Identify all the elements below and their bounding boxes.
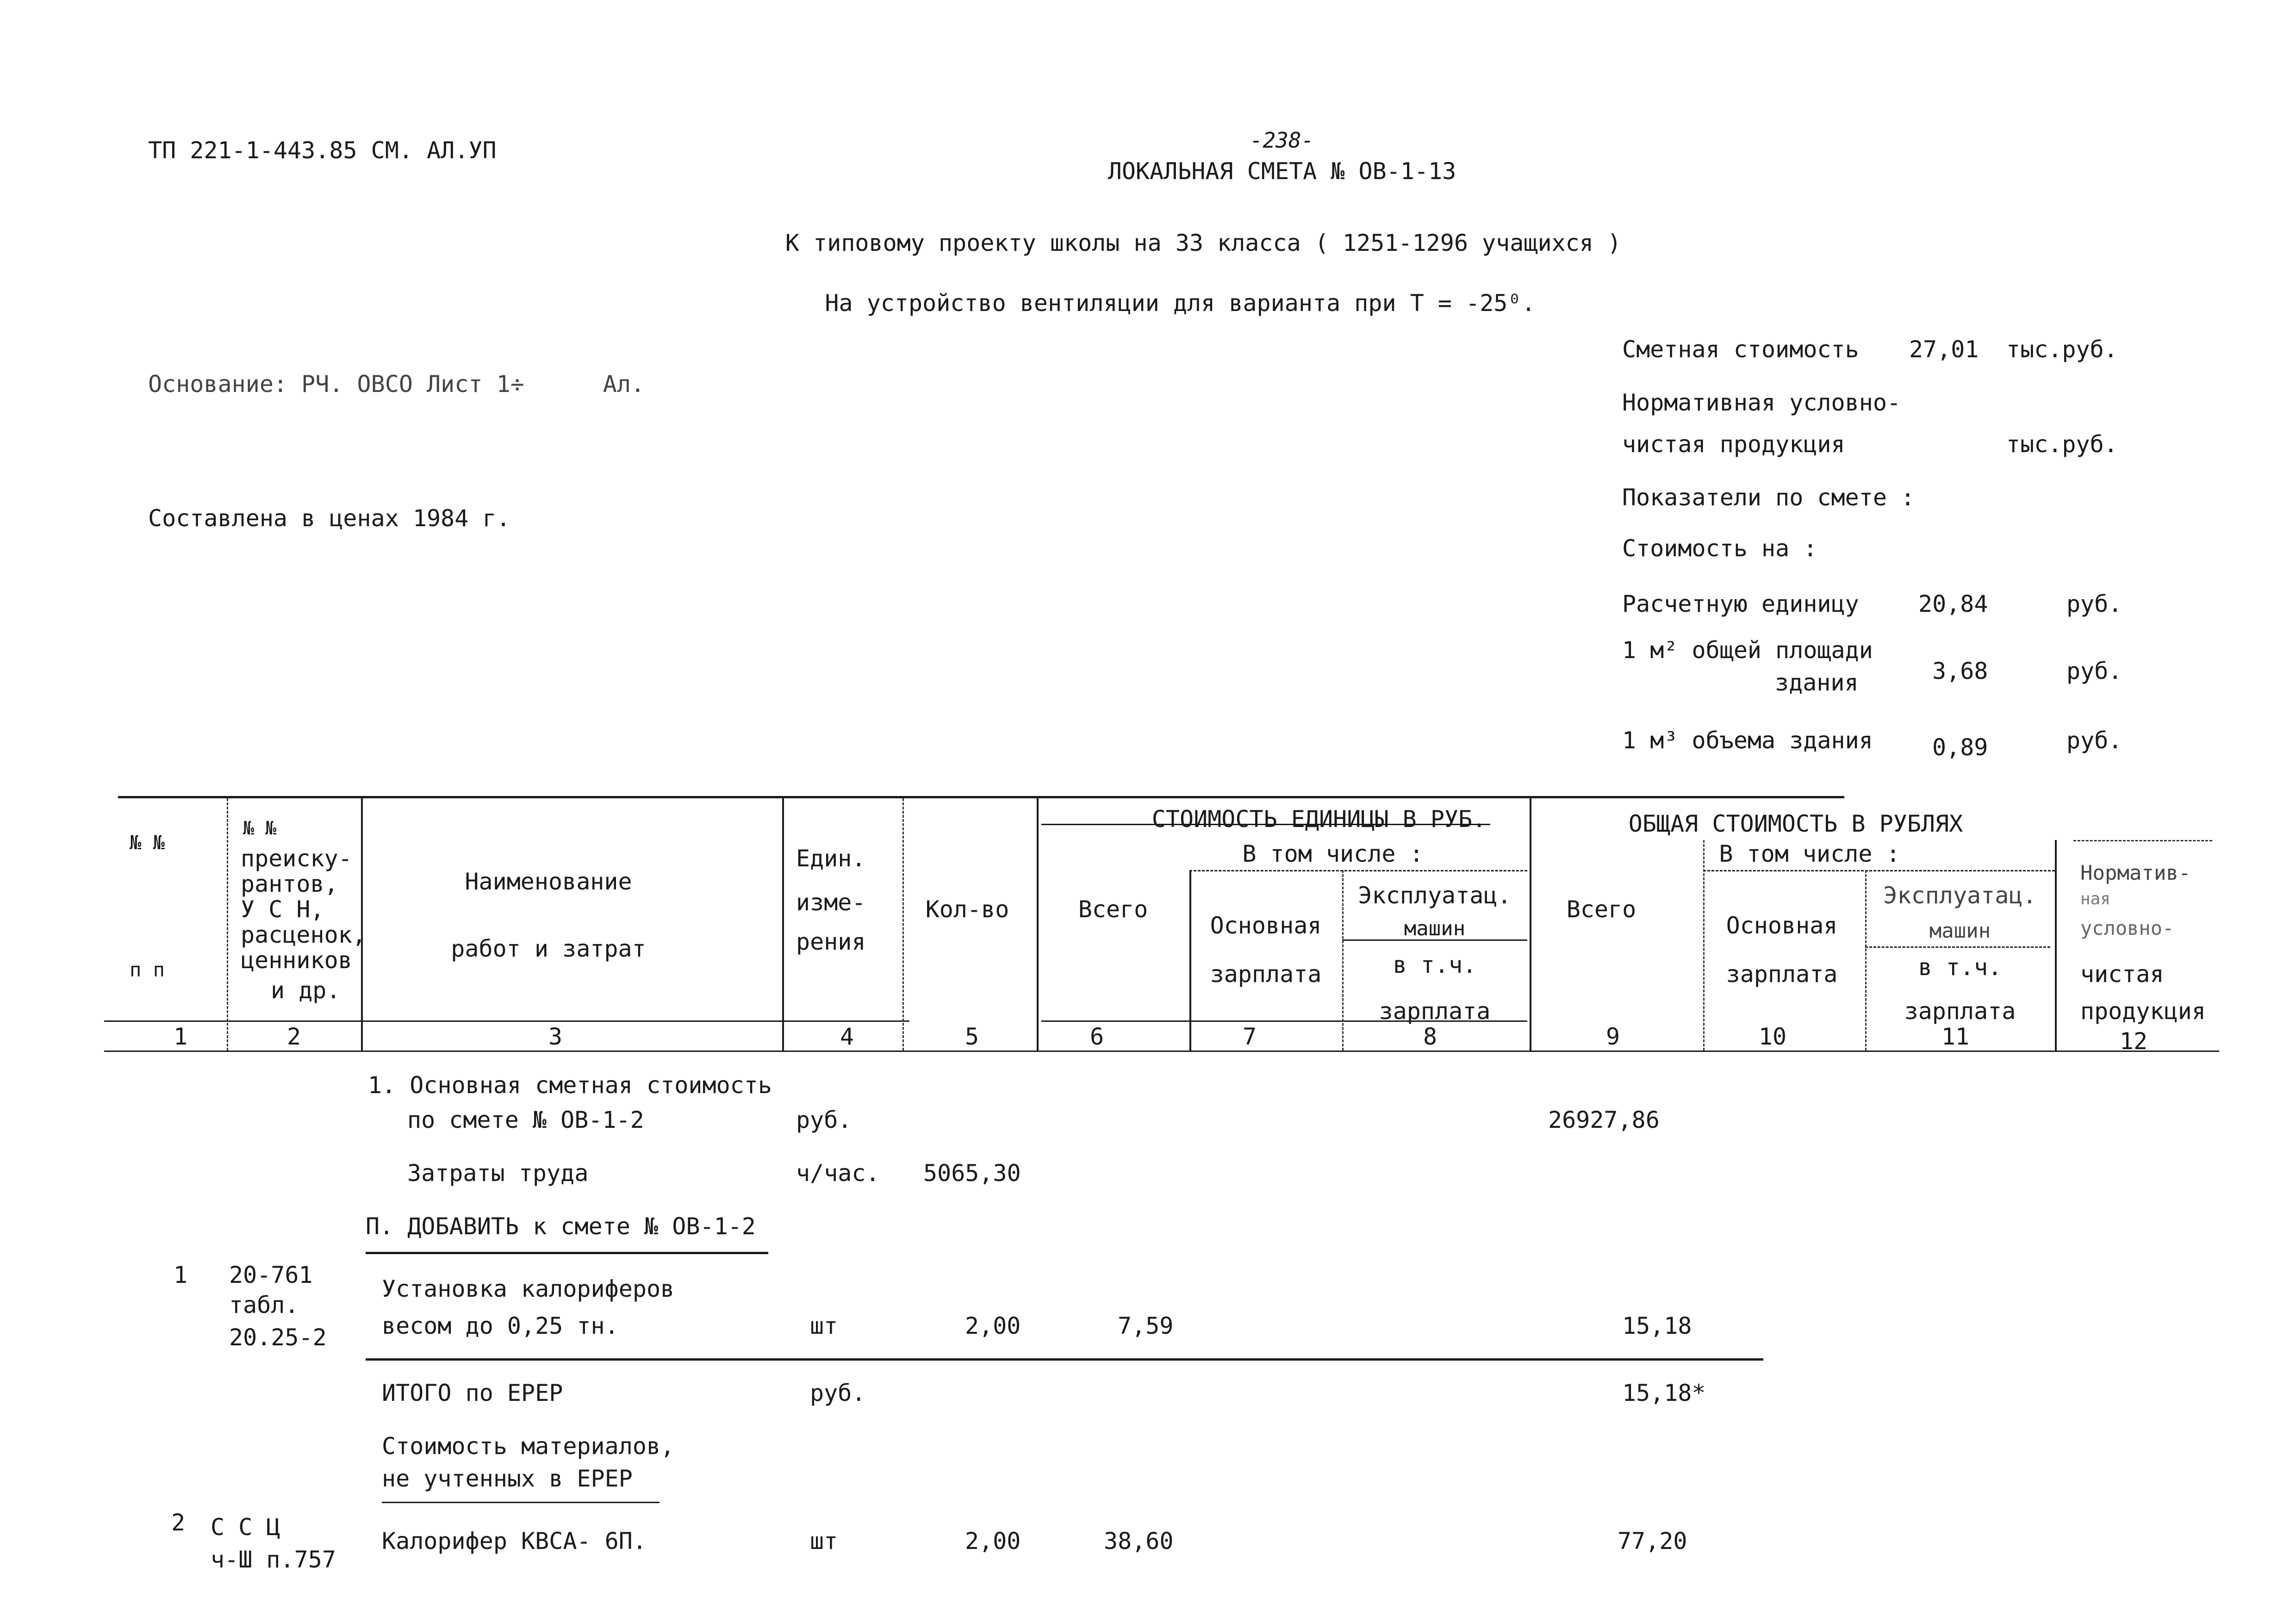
page-number: -238-: [1250, 128, 1314, 153]
col-sep-8: [1530, 798, 1531, 1051]
col1-h1: № №: [130, 831, 165, 854]
col-sep-3: [782, 798, 784, 1051]
col11-h1: Эксплуатац.: [1883, 882, 2037, 909]
col2-h1: № №: [243, 818, 277, 839]
cost-per-label: Стоимость на :: [1622, 535, 1817, 562]
machine-rule-11: [1865, 946, 2050, 948]
area-label-2: здания: [1775, 669, 1859, 696]
unit-incl-rule: [1189, 870, 1527, 871]
colnum-3: 3: [548, 1023, 563, 1050]
row2-qty: 2,00: [965, 1528, 1021, 1555]
estimate-purpose: На устройство вентиляции для варианта при Т = -25⁰.: [825, 290, 1536, 317]
estimate-title: ЛОКАЛЬНАЯ СМЕТА № ОВ-1-13: [1108, 158, 1456, 185]
row2-code-1: С С Ц: [211, 1514, 280, 1541]
table-top-rule-right: [2073, 840, 2212, 841]
col2-h4: У С Н,: [241, 896, 324, 923]
prices-note: Составлена в ценах 1984 г.: [148, 505, 510, 532]
col8-h1: Эксплуатац.: [1358, 882, 1512, 909]
colnum-4: 4: [840, 1023, 854, 1050]
sec2-title: П. ДОБАВИТЬ к смете № ОВ-1-2: [366, 1213, 756, 1240]
table-top-rule: [118, 796, 1844, 798]
col-sep-6: [1189, 870, 1191, 1051]
col12-h2: ная: [2080, 889, 2111, 908]
col4-h3: рения: [796, 928, 866, 955]
col3-h1: Наименование: [465, 868, 632, 895]
row2-number: 2: [171, 1509, 186, 1536]
sec2-underline: [366, 1252, 768, 1254]
area-label-1: 1 м² общей площади: [1622, 637, 1873, 664]
col5-h: Кол-во: [925, 896, 1009, 923]
col-sep-4: [902, 798, 904, 1051]
col-sep-1: [227, 798, 228, 1051]
total-group: ОБЩАЯ СТОИМОСТЬ В РУБЛЯХ: [1628, 810, 1963, 837]
col11-h4: зарплата: [1904, 998, 2016, 1025]
col4-h1: Един.: [796, 845, 866, 872]
col7-h1: Основная: [1210, 912, 1322, 939]
header-bottom-rule: [104, 1051, 2219, 1052]
col2-h6: ценников: [241, 947, 352, 974]
area-unit: руб.: [2066, 658, 2122, 684]
row1-code-2: табл.: [229, 1292, 299, 1318]
colnum-5: 5: [964, 1023, 979, 1050]
colnum-9: 9: [1605, 1023, 1620, 1050]
colnum-7: 7: [1242, 1023, 1257, 1050]
total-value: 15,18*: [1622, 1380, 1706, 1406]
normative-label-2: чистая продукция: [1622, 431, 1845, 458]
unit-cost-group: СТОИМОСТЬ ЕДИНИЦЫ В РУБ.: [1151, 806, 1487, 833]
row2-name: Калорифер КВСА- 6П.: [382, 1528, 647, 1555]
col7-h2: зарплата: [1210, 961, 1322, 988]
cost-value: 27,01: [1909, 336, 1979, 363]
col-sep-11: [2055, 840, 2057, 1051]
labor-unit: ч/час.: [796, 1160, 880, 1187]
row1-price: 7,59: [1118, 1312, 1174, 1339]
calc-unit-unit: руб.: [2066, 591, 2122, 617]
row1-code-3: 20.25-2: [229, 1324, 327, 1351]
col12-h4: чистая: [2080, 961, 2164, 988]
total-incl: В том числе :: [1719, 840, 1900, 867]
sec1-title-1: 1. Основная сметная стоимость: [368, 1072, 772, 1099]
row2-price: 38,60: [1104, 1528, 1174, 1555]
colnum-12: 12: [2119, 1028, 2148, 1055]
row1-total: 15,18: [1622, 1312, 1692, 1339]
colnum-8: 8: [1423, 1023, 1437, 1050]
col10-h2: зарплата: [1726, 961, 1838, 988]
row2-total: 77,20: [1618, 1528, 1687, 1555]
col-sep-7: [1342, 870, 1344, 1051]
total-unit: руб.: [810, 1380, 866, 1406]
col10-h1: Основная: [1726, 912, 1838, 939]
col8-h2: машин: [1404, 917, 1466, 940]
sec1-unit: руб.: [796, 1107, 852, 1133]
col2-h2: преиску-: [241, 845, 352, 872]
row1-unit: шт: [810, 1312, 838, 1339]
document-code: ТП 221-1-443.85 СМ. АЛ.УП: [148, 137, 497, 164]
header-rule-left: [104, 1020, 909, 1022]
col9-h: Всего: [1566, 896, 1636, 923]
normative-label-1: Нормативная условно-: [1622, 389, 1901, 416]
colnum-1: 1: [173, 1023, 188, 1050]
volume-value: 0,89: [1932, 734, 1988, 761]
row1-name-1: Установка калориферов: [382, 1275, 675, 1302]
row1-name-2: весом до 0,25 тн.: [382, 1312, 619, 1339]
estimate-subtitle: К типовому проекту школы на 33 класса ( 1251-1296 учащихся ): [785, 230, 1622, 256]
calc-unit-value: 20,84: [1918, 591, 1988, 617]
col-sep-5: [1037, 798, 1039, 1051]
col-sep-9: [1703, 840, 1705, 1051]
col2-h5: расценок,: [241, 921, 366, 948]
row2-unit: шт: [810, 1528, 838, 1555]
area-value: 3,68: [1932, 658, 1988, 684]
indicators-label: Показатели по смете :: [1622, 484, 1915, 511]
materials-label-2: не учтенных в ЕРЕР: [382, 1465, 633, 1492]
col12-h3: условно-: [2080, 917, 2174, 939]
cost-unit: тыс.руб.: [2006, 336, 2118, 363]
row1-number: 1: [174, 1262, 188, 1288]
labor-label: Затраты труда: [407, 1160, 589, 1187]
labor-qty: 5065,30: [923, 1160, 1021, 1187]
row1-rule: [366, 1358, 1763, 1361]
col4-h2: изме-: [796, 889, 866, 916]
col8-h3: в т.ч.: [1393, 951, 1477, 978]
cost-label: Сметная стоимость: [1622, 336, 1859, 363]
col12-h1: Норматив-: [2080, 861, 2191, 885]
calc-unit-label: Расчетную единицу: [1622, 591, 1859, 617]
col12-h5: продукция: [2080, 998, 2206, 1025]
col3-h2: работ и затрат: [451, 935, 646, 962]
total-label: ИТОГО по ЕРЕР: [382, 1380, 563, 1406]
row1-code-1: 20-761: [229, 1262, 313, 1288]
col2-h7: и др.: [271, 977, 341, 1004]
col8-h4: зарплата: [1379, 998, 1491, 1025]
normative-unit: тыс.руб.: [2006, 431, 2118, 458]
col6-h: Всего: [1078, 896, 1148, 923]
colnum-11: 11: [1941, 1023, 1970, 1050]
materials-underline: [382, 1502, 660, 1503]
col11-h3: в т.ч.: [1918, 954, 2002, 981]
col11-h2: машин: [1929, 919, 1991, 943]
unit-incl: В том числе :: [1242, 840, 1424, 867]
row2-code-2: ч-Ш п.757: [211, 1546, 336, 1573]
volume-unit: руб.: [2066, 727, 2122, 754]
sec1-total: 26927,86: [1548, 1107, 1660, 1133]
colnum-6: 6: [1089, 1023, 1104, 1050]
volume-label: 1 м³ объема здания: [1622, 727, 1873, 754]
materials-label-1: Стоимость материалов,: [382, 1433, 675, 1460]
col2-h3: рантов,: [241, 871, 338, 897]
row1-qty: 2,00: [965, 1312, 1021, 1339]
basis-line: Основание: РЧ. ОВСО Лист 1÷ Ал.: [148, 371, 645, 398]
colnum-2: 2: [286, 1023, 301, 1050]
colnum-10: 10: [1758, 1023, 1787, 1050]
sec1-title-2: по смете № ОВ-1-2: [407, 1107, 644, 1133]
total-incl-rule: [1703, 870, 2055, 871]
col-sep-10: [1865, 870, 1867, 1051]
col1-h2: п п: [130, 958, 165, 981]
